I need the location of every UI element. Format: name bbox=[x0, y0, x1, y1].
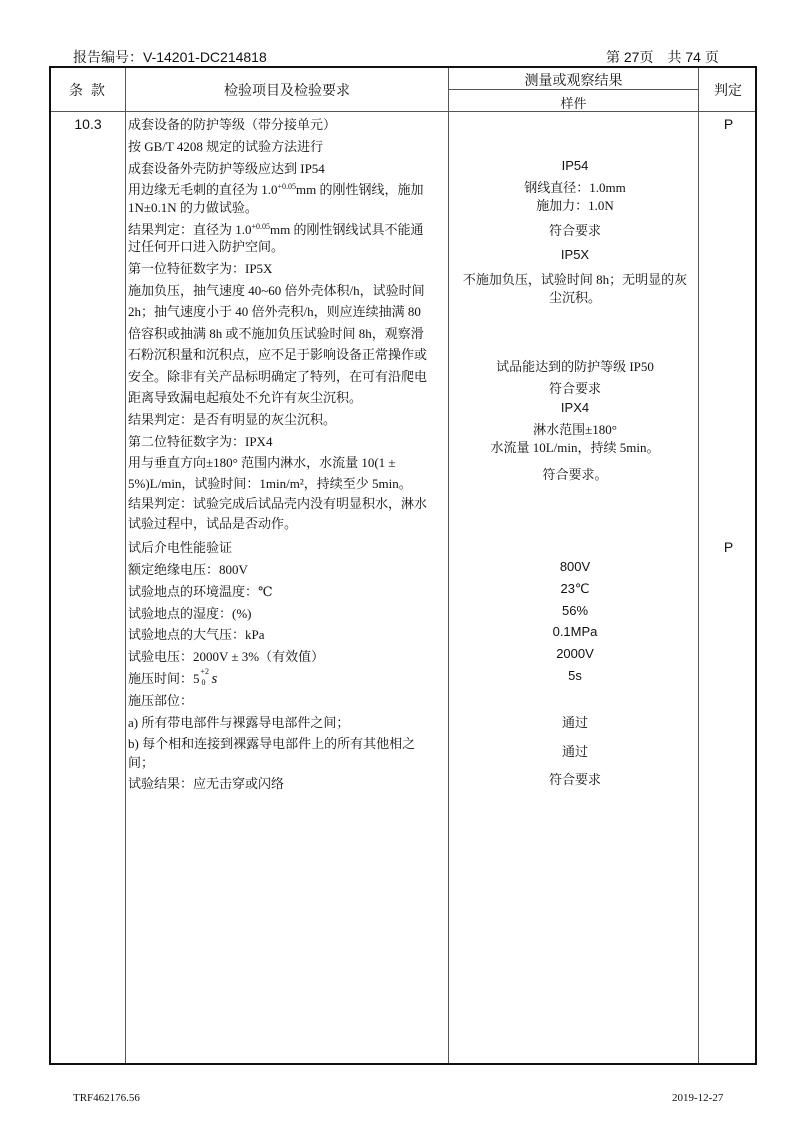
result-line: 2000V bbox=[556, 646, 594, 661]
requirement-line: 1N±0.1N 的力做试验。 bbox=[128, 200, 258, 215]
requirement-line: 按 GB/T 4208 规定的试验方法进行 bbox=[128, 139, 324, 154]
requirement-line: a) 所有带电部件与裸露导电部件之间； bbox=[128, 715, 350, 730]
requirement-line: 施压时间：5 +2 0 s bbox=[128, 667, 218, 687]
requirement-line: 距离导致漏电起痕处不允许有灰尘沉积。 bbox=[128, 390, 363, 405]
requirement-line: 施压部位： bbox=[128, 693, 194, 708]
divider bbox=[125, 68, 126, 1063]
result-line: 通过 bbox=[561, 715, 588, 730]
requirement-line: 用边缘无毛刺的直径为 $1.0^{+0.05}mm$ 的刚性钢线，施加 bbox=[128, 182, 424, 197]
result-line: 符合要求 bbox=[548, 381, 601, 396]
header-clause: 条 款 bbox=[69, 82, 107, 98]
requirement-line: 额定绝缘电压：800V bbox=[128, 562, 248, 577]
requirement-line: 2h；抽气速度小于 40 倍外壳积/h，则应连续抽满 80 bbox=[128, 304, 421, 319]
page-indicator bbox=[606, 47, 719, 67]
requirement-line: 结果判定：直径为 $1.0^{+0.05}mm$ 的刚性钢线试具不能通 bbox=[128, 222, 424, 237]
result-line: 钢线直径：1.0mm bbox=[524, 180, 626, 195]
requirement-line: b) 每个相和连接到裸露导电部件上的所有其他相之 bbox=[128, 736, 416, 751]
result-line: 符合要求。 bbox=[542, 467, 608, 482]
requirement-line: 第二位特征数字为：IPX4 bbox=[128, 434, 273, 449]
result-line: 23℃ bbox=[560, 581, 590, 596]
page-total: 共 74 页 bbox=[667, 49, 719, 65]
result-line: 不施加负压，试验时间 8h；无明显的灰 bbox=[462, 272, 688, 287]
requirement-line: 成套设备外壳防护等级应达到 IP54 bbox=[128, 161, 325, 176]
page-current: 第 27页 bbox=[606, 49, 654, 65]
result-line: 符合要求 bbox=[548, 772, 601, 787]
requirement-line: 安全。除非有关产品标明确定了特列，在可有沿爬电 bbox=[128, 369, 428, 384]
verdict: P bbox=[723, 116, 734, 132]
requirement-line: 间； bbox=[128, 755, 155, 770]
clause-number: 10.3 bbox=[74, 116, 102, 132]
header-result-sample: 样件 bbox=[560, 96, 587, 111]
report-date: 2019-12-27 bbox=[672, 1092, 724, 1104]
result-line: 800V bbox=[559, 559, 591, 574]
result-line: 5s bbox=[568, 668, 582, 683]
result-line: IP54 bbox=[561, 158, 589, 173]
result-line: 淋水范围±180° bbox=[533, 422, 617, 437]
result-line: 通过 bbox=[561, 744, 588, 759]
requirement-line: 试验过程中，试品是否动作。 bbox=[128, 516, 298, 531]
result-line: 尘沉积。 bbox=[548, 290, 601, 305]
result-line: 水流量 10L/min，持续 5min。 bbox=[490, 440, 660, 455]
requirement-line: 成套设备的防护等级（带分接单元） bbox=[128, 117, 337, 132]
requirement-line: 过任何开口进入防护空间。 bbox=[128, 239, 285, 254]
result-line: 符合要求 bbox=[548, 223, 601, 238]
requirement-line: 倍容积或抽满 8h 或不施加负压试验时间 8h，观察滑 bbox=[128, 326, 424, 341]
requirement-line: 试验地点的大气压：kPa bbox=[128, 627, 265, 642]
result-line: IPX4 bbox=[560, 400, 590, 415]
requirement-line: 第一位特征数字为：IP5X bbox=[128, 261, 273, 276]
inspection-table bbox=[49, 66, 757, 1065]
result-line: 施加力：1.0N bbox=[536, 198, 614, 213]
requirement-line: 试验地点的湿度：(%) bbox=[128, 606, 252, 621]
report-number-value: V-14201-DC214818 bbox=[143, 49, 267, 65]
requirements-block bbox=[128, 68, 448, 531]
result-line: 试品能达到的防护等级 IP50 bbox=[496, 359, 654, 374]
requirement-line: 试验地点的环境温度：℃ bbox=[128, 584, 273, 599]
result-line: IP5X bbox=[560, 247, 590, 262]
result-line: 56% bbox=[561, 603, 589, 618]
report-number-label: 报告编号： bbox=[73, 49, 143, 65]
requirement-line: 结果判定：是否有明显的灰尘沉积。 bbox=[128, 412, 337, 427]
header-requirement: 检验项目及检验要求 bbox=[224, 82, 350, 98]
divider bbox=[448, 68, 449, 1063]
requirement-line: 结果判定：试验完成后试品壳内没有明显积水，淋水 bbox=[128, 496, 428, 511]
requirement-line: 试验结果：应无击穿或闪络 bbox=[128, 776, 285, 791]
header-verdict: 判定 bbox=[714, 82, 742, 98]
requirement-line: 试验电压：2000V ± 3%（有效值） bbox=[128, 649, 325, 664]
verdict: P bbox=[723, 539, 734, 555]
requirement-line: 5%)L/min，试验时间：1min/m²，持续至少 5min。 bbox=[128, 476, 412, 491]
requirement-line: 施加负压，抽气速度 40~60 倍外壳体积/h，试验时间 bbox=[128, 283, 425, 298]
requirement-line: 石粉沉积量和沉积点，应不足于影响设备正常操作或 bbox=[128, 347, 428, 362]
requirement-line: 试后介电性能验证 bbox=[128, 540, 233, 555]
report-number bbox=[73, 47, 267, 67]
requirement-line: 用与垂直方向±180° 范围内淋水，水流量 10(1 ± bbox=[128, 455, 396, 470]
results-block bbox=[450, 68, 700, 528]
form-code: TRF462176.56 bbox=[73, 1092, 140, 1104]
header-result: 测量或观察结果 bbox=[524, 72, 623, 88]
result-line: 0.1MPa bbox=[552, 624, 598, 639]
